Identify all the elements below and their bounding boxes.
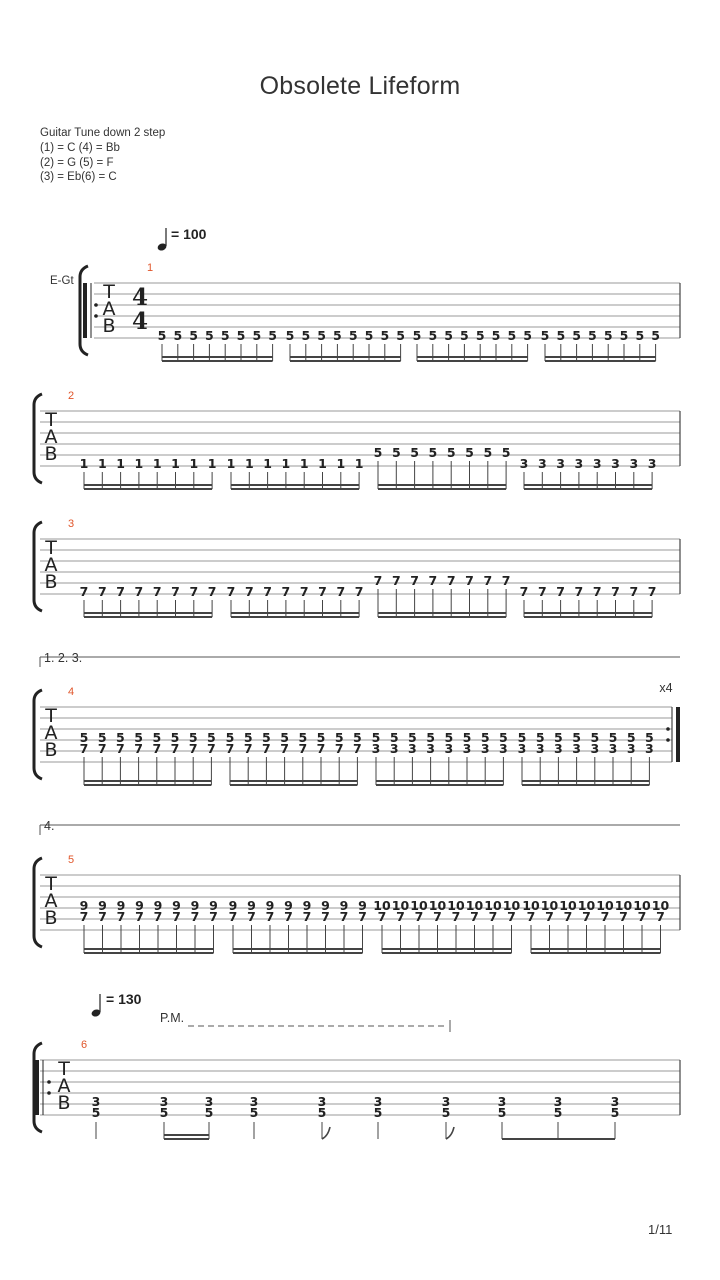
- tempo-marking: = 100: [171, 226, 207, 242]
- fret-number: 7: [244, 584, 254, 599]
- fret-number: 5: [556, 328, 566, 343]
- fret-number: 7: [116, 741, 125, 756]
- fret-number: 7: [79, 584, 89, 599]
- fret-number: 10: [447, 898, 465, 913]
- fret-number: 10: [373, 898, 391, 913]
- fret-number: 3: [517, 741, 527, 756]
- fret-number: 5: [572, 730, 581, 745]
- fret-number: 1: [152, 456, 162, 471]
- fret-number: 5: [380, 328, 390, 343]
- fret-number: 7: [656, 909, 665, 924]
- fret-number: 7: [414, 909, 424, 924]
- fret-number: 9: [172, 898, 181, 913]
- fret-number: 3: [592, 456, 602, 471]
- fret-number: 3: [408, 741, 417, 756]
- fret-number: 9: [98, 898, 107, 913]
- fret-number: 5: [236, 328, 246, 343]
- repeat-dot: [666, 727, 670, 731]
- fret-number: 3: [572, 741, 581, 756]
- fret-number: 1: [97, 456, 107, 471]
- fret-number: 5: [225, 730, 235, 745]
- repeat-dot: [666, 738, 670, 742]
- fret-number: 5: [373, 1105, 383, 1120]
- fret-number: 7: [79, 741, 89, 756]
- repeat-count: x4: [659, 681, 673, 695]
- fret-number: 3: [371, 741, 381, 756]
- fret-number: 7: [519, 584, 529, 599]
- fret-number: 5: [157, 328, 167, 343]
- fret-number: 5: [220, 328, 230, 343]
- fret-number: 5: [608, 730, 618, 745]
- fret-number: 5: [428, 328, 438, 343]
- fret-number: 5: [540, 328, 550, 343]
- fret-number: 5: [207, 730, 216, 745]
- fret-number: 7: [152, 584, 162, 599]
- volta-label: 4.: [44, 819, 55, 833]
- fret-number: 7: [247, 909, 256, 924]
- fret-number: 5: [373, 445, 383, 460]
- fret-number: 7: [302, 909, 312, 924]
- fret-number: 7: [354, 584, 364, 599]
- fret-number: 10: [410, 898, 428, 913]
- fret-number: 5: [285, 328, 295, 343]
- fret-number: 9: [209, 898, 218, 913]
- fret-number: 7: [446, 573, 456, 588]
- fret-number: 7: [600, 909, 610, 924]
- fret-number: 9: [339, 898, 349, 913]
- fret-number: 7: [410, 573, 419, 588]
- fret-number: 1: [263, 456, 272, 471]
- fret-number: 7: [134, 741, 143, 756]
- measure-number: 1: [146, 262, 154, 274]
- system-bracket: [34, 858, 42, 947]
- fret-number: 5: [554, 730, 563, 745]
- fret-number: 3: [535, 741, 545, 756]
- page-number: 1/11: [648, 1222, 673, 1237]
- measure-number: 4: [67, 686, 75, 698]
- fret-number: 5: [262, 730, 271, 745]
- fret-number: 3: [373, 1094, 383, 1109]
- measure-number: 2: [67, 390, 75, 402]
- time-sig-top: 4: [131, 284, 149, 311]
- fret-number: 3: [480, 741, 490, 756]
- fret-number: 5: [499, 730, 508, 745]
- fret-number: 5: [280, 730, 289, 745]
- tab-clef-a: A: [102, 298, 116, 320]
- fret-number: 7: [336, 584, 346, 599]
- fret-number: 3: [91, 1094, 101, 1109]
- note-flag: [322, 1127, 330, 1139]
- fret-number: 7: [98, 909, 107, 924]
- fret-number: 7: [153, 909, 163, 924]
- fret-number: 9: [247, 898, 256, 913]
- fret-number: 3: [647, 456, 657, 471]
- fret-number: 5: [116, 730, 125, 745]
- tab-clef-b: B: [44, 739, 58, 761]
- fret-number: 5: [465, 445, 474, 460]
- fret-number: 7: [507, 909, 516, 924]
- song-title: Obsolete Lifeform: [259, 72, 461, 100]
- fret-number: 5: [635, 328, 645, 343]
- fret-number: 3: [159, 1094, 169, 1109]
- tab-clef-a: A: [44, 426, 58, 448]
- fret-number: 3: [426, 741, 435, 756]
- fret-number: 9: [79, 898, 89, 913]
- fret-number: 9: [228, 898, 238, 913]
- fret-number: 5: [523, 328, 532, 343]
- fret-number: 3: [204, 1094, 214, 1109]
- fret-number: 9: [153, 898, 163, 913]
- fret-number: 5: [316, 730, 326, 745]
- fret-number: 9: [265, 898, 275, 913]
- repeat-dot: [94, 314, 98, 318]
- fret-number: 5: [590, 730, 600, 745]
- fret-number: 3: [249, 1094, 259, 1109]
- fret-number: 3: [441, 1094, 451, 1109]
- fret-number: 5: [152, 730, 162, 745]
- volta-label: 1. 2. 3.: [44, 651, 83, 665]
- fret-number: 5: [412, 328, 422, 343]
- fret-number: 5: [444, 730, 454, 745]
- fret-number: 5: [396, 328, 405, 343]
- fret-number: 7: [545, 909, 554, 924]
- fret-number: 1: [244, 456, 254, 471]
- fret-number: 5: [243, 730, 253, 745]
- measure-number: 3: [67, 518, 75, 530]
- tab-clef-b: B: [44, 571, 58, 593]
- fret-number: 7: [171, 584, 180, 599]
- tab-clef-a: A: [57, 1075, 71, 1097]
- fret-number: 5: [333, 328, 342, 343]
- tuning-line: (1) = C (4) = Bb: [40, 141, 120, 154]
- fret-number: 7: [582, 909, 591, 924]
- fret-number: 5: [317, 1105, 327, 1120]
- fret-number: 5: [426, 730, 435, 745]
- fret-number: 3: [519, 456, 529, 471]
- note-flag: [446, 1127, 454, 1139]
- fret-number: 9: [190, 898, 200, 913]
- fret-number: 7: [226, 584, 236, 599]
- repeat-dot: [47, 1091, 51, 1095]
- fret-number: 7: [225, 741, 235, 756]
- fret-number: 7: [262, 741, 271, 756]
- fret-number: 7: [611, 584, 620, 599]
- fret-number: 5: [497, 1105, 507, 1120]
- fret-number: 5: [446, 445, 456, 460]
- measure-number: 5: [67, 854, 75, 866]
- fret-number: 7: [391, 573, 401, 588]
- fret-number: 9: [302, 898, 312, 913]
- fret-number: 1: [226, 456, 236, 471]
- fret-number: 10: [614, 898, 633, 913]
- fret-number: 9: [358, 898, 367, 913]
- fret-number: 7: [188, 741, 198, 756]
- time-sig-bottom: 4: [131, 308, 149, 335]
- fret-number: 7: [189, 584, 199, 599]
- fret-number: 7: [377, 909, 387, 924]
- fret-number: 5: [91, 1105, 101, 1120]
- fret-number: 3: [317, 1094, 327, 1109]
- tab-clef-a: A: [44, 554, 58, 576]
- fret-number: 9: [321, 898, 330, 913]
- fret-number: 5: [441, 1105, 451, 1120]
- fret-number: 5: [249, 1105, 259, 1120]
- fret-number: 1: [79, 456, 89, 471]
- instrument-label: E-Gt: [50, 275, 74, 287]
- fret-number: 7: [97, 584, 107, 599]
- fret-number: 7: [318, 584, 327, 599]
- fret-number: 7: [334, 741, 344, 756]
- fret-number: 5: [79, 730, 89, 745]
- fret-number: 10: [522, 898, 540, 913]
- fret-number: 9: [135, 898, 144, 913]
- fret-number: 3: [537, 456, 547, 471]
- repeat-dot: [94, 303, 98, 307]
- fret-number: 5: [475, 328, 485, 343]
- fret-number: 7: [358, 909, 367, 924]
- fret-number: 5: [626, 730, 636, 745]
- fret-number: 5: [410, 445, 419, 460]
- tab-clef-b: B: [57, 1092, 71, 1114]
- fret-number: 5: [507, 328, 517, 343]
- tuning-header: Guitar Tune down 2 step: [40, 127, 166, 139]
- fret-number: 5: [301, 328, 311, 343]
- tuning-line: (3) = Eb(6) = C: [40, 171, 117, 184]
- fret-number: 3: [626, 741, 636, 756]
- fret-number: 9: [116, 898, 126, 913]
- fret-number: 1: [299, 456, 309, 471]
- fret-number: 7: [396, 909, 405, 924]
- fret-number: 7: [79, 909, 89, 924]
- fret-number: 5: [460, 328, 469, 343]
- fret-number: 7: [97, 741, 107, 756]
- system-bracket: [34, 522, 42, 611]
- fret-number: 7: [207, 741, 216, 756]
- fret-number: 10: [633, 898, 651, 913]
- palm-mute-label: P.M.: [160, 1011, 185, 1025]
- tab-clef-t: T: [45, 705, 57, 727]
- fret-number: 7: [526, 909, 536, 924]
- fret-number: 7: [243, 741, 253, 756]
- fret-number: 1: [354, 456, 364, 471]
- fret-number: 3: [611, 456, 620, 471]
- fret-number: 7: [207, 584, 217, 599]
- fret-number: 5: [173, 328, 183, 343]
- fret-number: 1: [336, 456, 346, 471]
- fret-number: 10: [391, 898, 410, 913]
- fret-number: 7: [135, 909, 144, 924]
- tab-clef-t: T: [58, 1058, 70, 1080]
- repeat-dot: [47, 1080, 51, 1084]
- fret-number: 5: [483, 445, 493, 460]
- tab-clef-t: T: [45, 873, 57, 895]
- fret-number: 7: [592, 584, 602, 599]
- fret-number: 7: [563, 909, 573, 924]
- fret-number: 3: [462, 741, 472, 756]
- fret-number: 3: [553, 1094, 563, 1109]
- fret-number: 1: [207, 456, 217, 471]
- fret-number: 3: [590, 741, 600, 756]
- fret-number: 7: [228, 909, 238, 924]
- fret-number: 5: [391, 445, 401, 460]
- tab-clef-t: T: [45, 537, 57, 559]
- fret-number: 7: [321, 909, 330, 924]
- fret-number: 7: [284, 909, 293, 924]
- fret-number: 3: [554, 741, 563, 756]
- fret-number: 5: [170, 730, 180, 745]
- fret-number: 7: [299, 584, 309, 599]
- fret-number: 5: [353, 730, 362, 745]
- fret-number: 1: [116, 456, 125, 471]
- tab-clef-b: B: [44, 907, 58, 929]
- fret-number: 3: [645, 741, 654, 756]
- fret-number: 3: [608, 741, 618, 756]
- fret-number: 10: [428, 898, 447, 913]
- fret-number: 1: [189, 456, 199, 471]
- fret-number: 7: [339, 909, 349, 924]
- tuning-line: (2) = G (5) = F: [40, 156, 114, 169]
- fret-number: 7: [172, 909, 181, 924]
- fret-number: 5: [610, 1105, 620, 1120]
- fret-number: 7: [265, 909, 275, 924]
- tempo-marking: = 130: [106, 991, 142, 1007]
- fret-number: 1: [134, 456, 144, 471]
- fret-number: 3: [444, 741, 454, 756]
- fret-number: 7: [574, 584, 584, 599]
- fret-number: 5: [408, 730, 417, 745]
- tab-clef-a: A: [44, 722, 58, 744]
- fret-number: 7: [209, 909, 218, 924]
- system-bracket: [34, 690, 42, 779]
- fret-number: 7: [428, 573, 438, 588]
- fret-number: 7: [629, 584, 639, 599]
- fret-number: 7: [281, 584, 291, 599]
- system-bracket: [34, 394, 42, 483]
- fret-number: 7: [488, 909, 498, 924]
- fret-number: 3: [629, 456, 639, 471]
- fret-number: 5: [572, 328, 581, 343]
- fret-number: 5: [603, 328, 613, 343]
- fret-number: 10: [577, 898, 596, 913]
- fret-number: 1: [281, 456, 291, 471]
- fret-number: 7: [483, 573, 493, 588]
- fret-number: 5: [371, 730, 381, 745]
- fret-number: 3: [574, 456, 584, 471]
- fret-number: 7: [298, 741, 308, 756]
- fret-number: 7: [537, 584, 547, 599]
- fret-number: 5: [619, 328, 629, 343]
- fret-number: 10: [465, 898, 484, 913]
- tab-clef-t: T: [45, 409, 57, 431]
- fret-number: 7: [451, 909, 461, 924]
- fret-number: 5: [189, 328, 198, 343]
- fret-number: 7: [470, 909, 479, 924]
- fret-number: 3: [556, 456, 565, 471]
- fret-number: 5: [204, 1105, 214, 1120]
- fret-number: 5: [252, 328, 262, 343]
- fret-number: 5: [188, 730, 198, 745]
- tab-clef-t: T: [103, 281, 115, 303]
- fret-number: 3: [497, 1094, 507, 1109]
- tab-clef-b: B: [44, 443, 58, 465]
- fret-number: 7: [116, 909, 126, 924]
- fret-number: 7: [637, 909, 647, 924]
- fret-number: 7: [647, 584, 657, 599]
- fret-number: 5: [205, 328, 214, 343]
- fret-number: 3: [610, 1094, 620, 1109]
- fret-number: 3: [389, 741, 399, 756]
- fret-number: 7: [433, 909, 442, 924]
- fret-number: 5: [317, 328, 326, 343]
- tab-clef-a: A: [44, 890, 58, 912]
- fret-number: 5: [553, 1105, 563, 1120]
- fret-number: 7: [316, 741, 326, 756]
- fret-number: 5: [588, 328, 597, 343]
- fret-number: 5: [535, 730, 545, 745]
- fret-number: 10: [502, 898, 521, 913]
- fret-number: 7: [190, 909, 200, 924]
- fret-number: 5: [462, 730, 472, 745]
- fret-number: 7: [116, 584, 125, 599]
- fret-number: 5: [364, 328, 374, 343]
- fret-number: 5: [444, 328, 453, 343]
- fret-number: 5: [651, 328, 660, 343]
- fret-number: 5: [134, 730, 143, 745]
- fret-number: 5: [298, 730, 308, 745]
- fret-number: 7: [263, 584, 272, 599]
- fret-number: 5: [645, 730, 654, 745]
- fret-number: 10: [484, 898, 502, 913]
- fret-number: 10: [596, 898, 614, 913]
- fret-number: 10: [651, 898, 670, 913]
- fret-number: 5: [348, 328, 358, 343]
- fret-number: 5: [428, 445, 438, 460]
- fret-number: 10: [540, 898, 559, 913]
- fret-number: 7: [170, 741, 180, 756]
- fret-number: 7: [465, 573, 474, 588]
- fret-number: 5: [517, 730, 527, 745]
- fret-number: 5: [480, 730, 490, 745]
- fret-number: 5: [501, 445, 511, 460]
- fret-number: 5: [97, 730, 107, 745]
- fret-number: 1: [318, 456, 327, 471]
- fret-number: 7: [501, 573, 511, 588]
- fret-number: 7: [134, 584, 144, 599]
- fret-number: 7: [556, 584, 565, 599]
- fret-number: 5: [159, 1105, 169, 1120]
- fret-number: 5: [389, 730, 399, 745]
- fret-number: 1: [171, 456, 180, 471]
- fret-number: 7: [373, 573, 383, 588]
- fret-number: 5: [268, 328, 277, 343]
- fret-number: 3: [499, 741, 508, 756]
- fret-number: 5: [491, 328, 501, 343]
- tab-clef-b: B: [102, 315, 116, 337]
- fret-number: 10: [559, 898, 577, 913]
- fret-number: 7: [619, 909, 628, 924]
- measure-number: 6: [80, 1039, 88, 1051]
- fret-number: 9: [284, 898, 293, 913]
- fret-number: 7: [280, 741, 289, 756]
- fret-number: 5: [334, 730, 344, 745]
- fret-number: 7: [353, 741, 362, 756]
- fret-number: 7: [152, 741, 162, 756]
